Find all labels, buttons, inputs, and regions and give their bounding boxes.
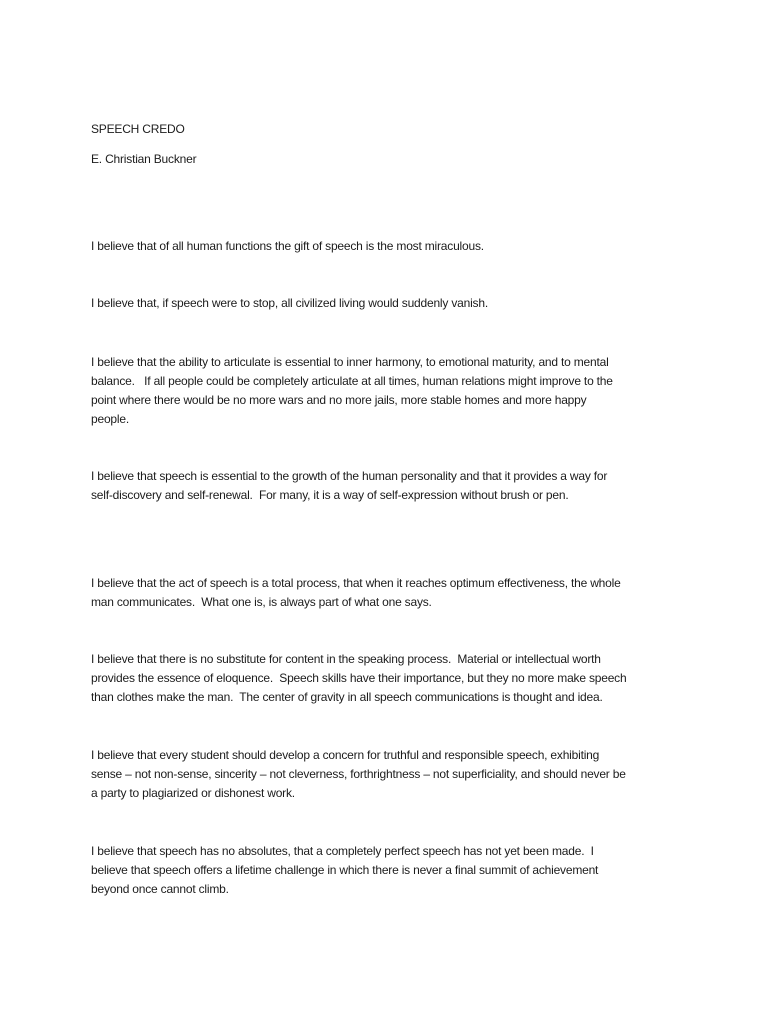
- paragraph-line: I believe that the ability to articulate is essential to inner harmony, to emotional maturity, and to mental: [91, 355, 609, 369]
- paragraph-line: I believe that the act of speech is a total process, that when it reaches optimum effectiveness, the whole: [91, 576, 621, 590]
- document-title: [91, 120, 751, 139]
- paragraph-line: I believe that of all human functions the gift of speech is the most miraculous.: [91, 239, 484, 253]
- paragraph-line: I believe that speech has no absolutes, that a completely perfect speech has not yet been made. I: [91, 844, 594, 858]
- paragraph-line: beyond once cannot climb.: [91, 882, 229, 896]
- paragraph-2: [91, 294, 751, 313]
- paragraph-line: sense – not non-sense, sincerity – not cleverness, forthrightness – not superficiality, and should never be: [91, 767, 626, 781]
- paragraph-line: self-discovery and self-renewal. For many, it is a way of self-expression without brush or pen.: [91, 488, 569, 502]
- paragraph-line: I believe that, if speech were to stop, all civilized living would suddenly vanish.: [91, 296, 488, 310]
- paragraph-line: I believe that every student should develop a concern for truthful and responsible speech, exhibiting: [91, 748, 600, 762]
- paragraph-line: balance. If all people could be completely articulate at all times, human relations might improve to the: [91, 374, 613, 388]
- paragraph-line: point where there would be no more wars and no more jails, more stable homes and more happy: [91, 393, 587, 407]
- paragraph-5: [91, 574, 751, 612]
- paragraph-3: [91, 353, 751, 429]
- title-text: SPEECH CREDO: [91, 122, 185, 136]
- paragraph-line: than clothes make the man. The center of gravity in all speech communications is thought and idea.: [91, 690, 603, 704]
- paragraph-7: [91, 746, 751, 803]
- paragraph-line: believe that speech offers a lifetime challenge in which there is never a final summit of achievement: [91, 863, 599, 877]
- paragraph-4: [91, 467, 751, 505]
- document-author: [91, 150, 751, 169]
- paragraph-8: [91, 842, 751, 899]
- paragraph-line: I believe that speech is essential to the growth of the human personality and that it provides a way for: [91, 469, 608, 483]
- paragraph-line: people.: [91, 412, 129, 426]
- paragraph-6: [91, 650, 751, 707]
- paragraph-line: I believe that there is no substitute for content in the speaking process. Material or intellectual worth: [91, 652, 601, 666]
- author-text: E. Christian Buckner: [91, 152, 197, 166]
- paragraph-line: provides the essence of eloquence. Speech skills have their importance, but they no more make speech: [91, 671, 627, 685]
- paragraph-1: [91, 237, 751, 256]
- paragraph-line: man communicates. What one is, is always part of what one says.: [91, 595, 432, 609]
- paragraph-line: a party to plagiarized or dishonest work.: [91, 786, 295, 800]
